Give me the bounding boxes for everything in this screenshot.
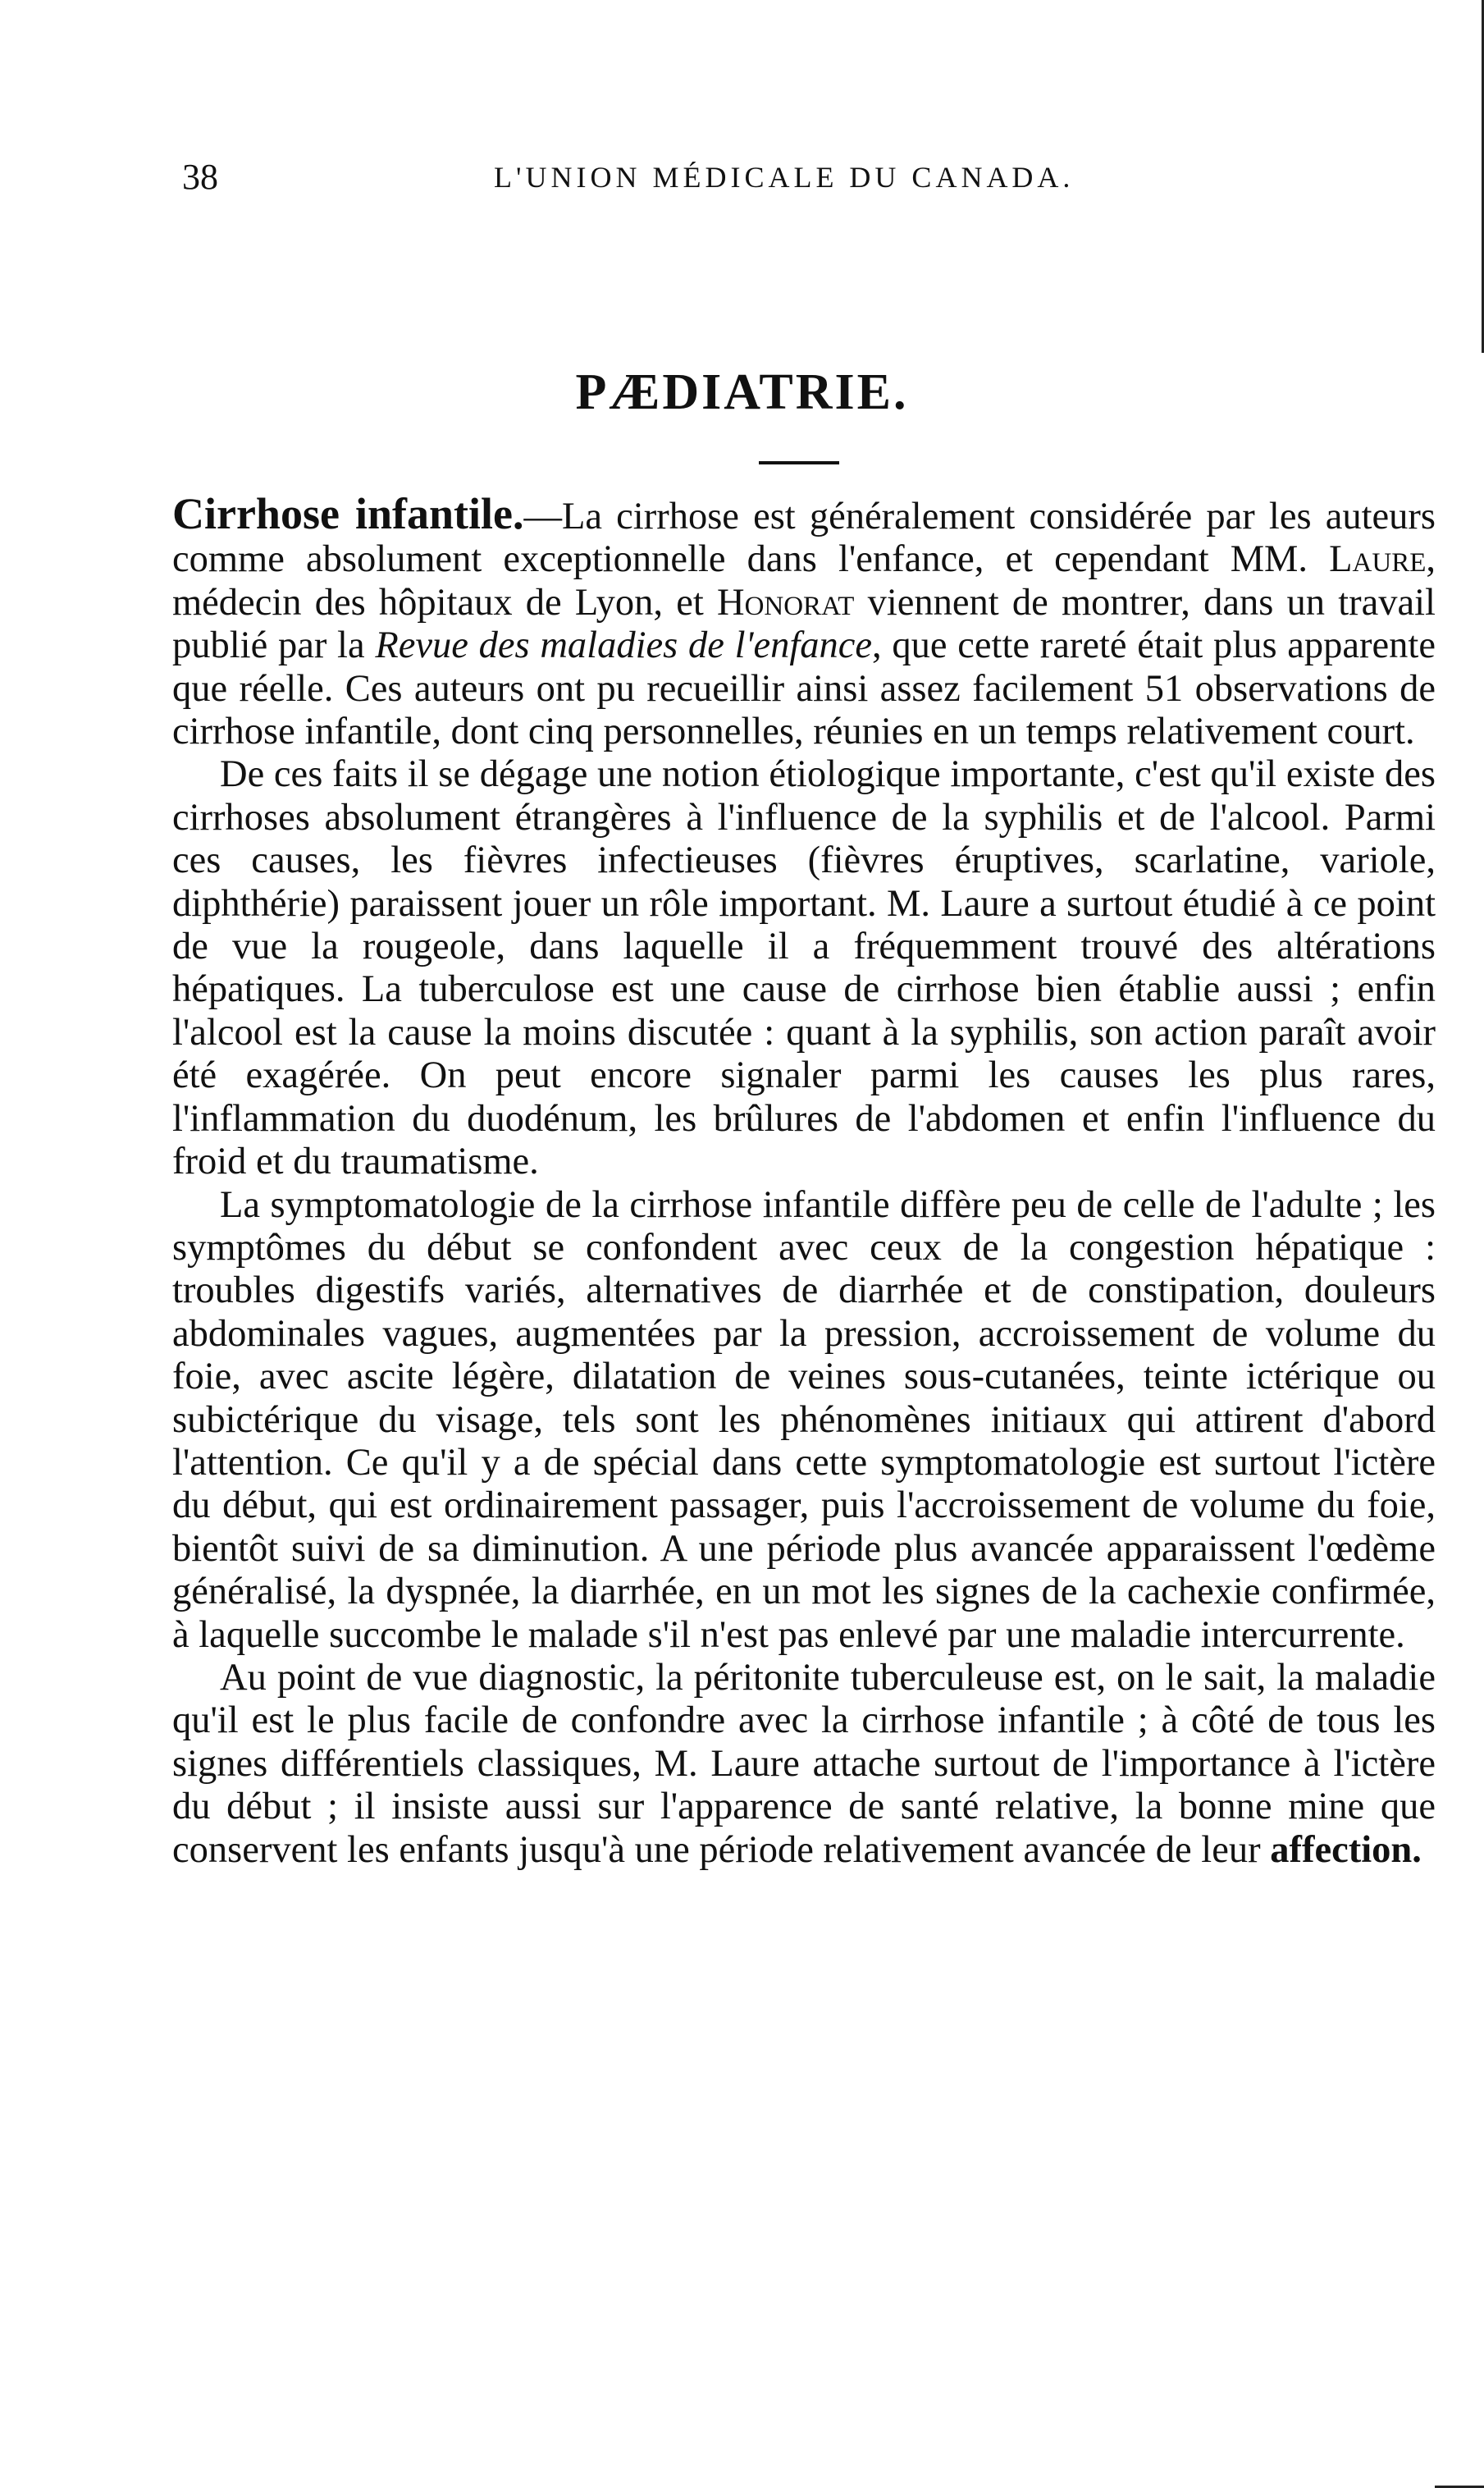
article-body xyxy=(172,489,1436,1872)
paragraph-2: De ces faits il se dégage une notion étiologique importante, c'est qu'il existe des cirrhoses absolument étrangères à l'influence de la syphilis et de l'alcool. Parmi ces causes, les fièvres infectieuses (fièvres éruptives, scarlatine, variole, diphthérie) paraissent jouer un rôle important. M. Laure a surtout étudié à ce point de vue la rougeole, dans laquelle il a fréquemment trouvé des altérations hépatiques. La tuberculose est une cause de cirrhose bien établie aussi ; enfin l'alcool est la cause la moins discutée : quant à la syphilis, son action paraît avoir été exagérée. On peut encore signaler parmi les causes les plus rares, l'inflammation du duodénum, les brûlures de l'abdomen et enfin l'influence du froid et du traumatisme. xyxy=(172,753,1436,1183)
paragraph-1-text-a: —La cirrhose est généralement considérée par les auteurs comme absolument exceptionnelle dans l'enfance, et cependant MM. xyxy=(172,496,1436,581)
paragraph-3: La symptomatologie de la cirrhose infantile diffère peu de celle de l'adulte ; les symptômes du début se confondent avec ceux de la congestion hépatique : troubles digestifs variés, alternatives de diarrhée et de constipation, douleurs abdominales vagues, augmentées par la pression, accroissement de volume du foie, avec ascite légère, dilatation de veines sous-cutanées, teinte ictérique ou subictérique du visage, tels sont les phénomènes initiaux qui attirent d'abord l'attention. Ce qu'il y a de spécial dans cette symptomatologie est surtout l'ictère du début, qui est ordinairement passager, puis l'accroissement de volume du foie, bientôt suivi de sa diminution. A une période plus avancée apparaissent l'œdème généralisé, la dyspnée, la diarrhée, en un mot les signes de la cachexie confirmée, à laquelle succombe le malade s'il n'est pas enlevé par une maladie intercurrente. xyxy=(172,1183,1436,1656)
paragraph-1-text-d: , que cette rareté était plus apparente que réelle. Ces auteurs ont pu recueillir ainsi assez facilement 51 observations de cirrhose infantile, dont cinq personnelles, réunies en un temps relativement court. xyxy=(172,624,1436,753)
journal-reference: Revue des maladies de l'enfance xyxy=(375,624,873,667)
author-laure: Laure xyxy=(1329,538,1427,581)
author-honorat: Honorat xyxy=(716,581,855,624)
paragraph-4-text: Au point de vue diagnostic, la péritonite tuberculeuse est, on le sait, la maladie qu'il est le plus facile de confondre avec la cirrhose infantile ; à côté de tous les signes différentiels classiques, M. Laure attache surtout de l'importance à l'ictère du début ; il insiste aussi sur l'apparence de santé relative, la bonne mine que conservent les enfants jusqu'à une période relativement avancée de leur xyxy=(172,1656,1436,1871)
paragraph-1-text-b: , médecin des hôpitaux de Lyon, et xyxy=(172,538,1436,624)
paragraph-4 xyxy=(172,1657,1436,1872)
heading-divider xyxy=(759,461,839,464)
article-title: Cirrhose infantile. xyxy=(172,489,524,538)
paragraph-4-end: affection. xyxy=(1270,1828,1422,1871)
paragraph-1 xyxy=(172,489,1436,753)
running-head xyxy=(182,153,1445,202)
journal-title: L'UNION MÉDICALE DU CANADA. xyxy=(494,161,1075,194)
paragraph-1-text-c: viennent de montrer, dans un travail publié par la xyxy=(172,581,1436,667)
section-heading: PÆDIATRIE. xyxy=(575,364,909,420)
page-number: 38 xyxy=(182,157,218,197)
